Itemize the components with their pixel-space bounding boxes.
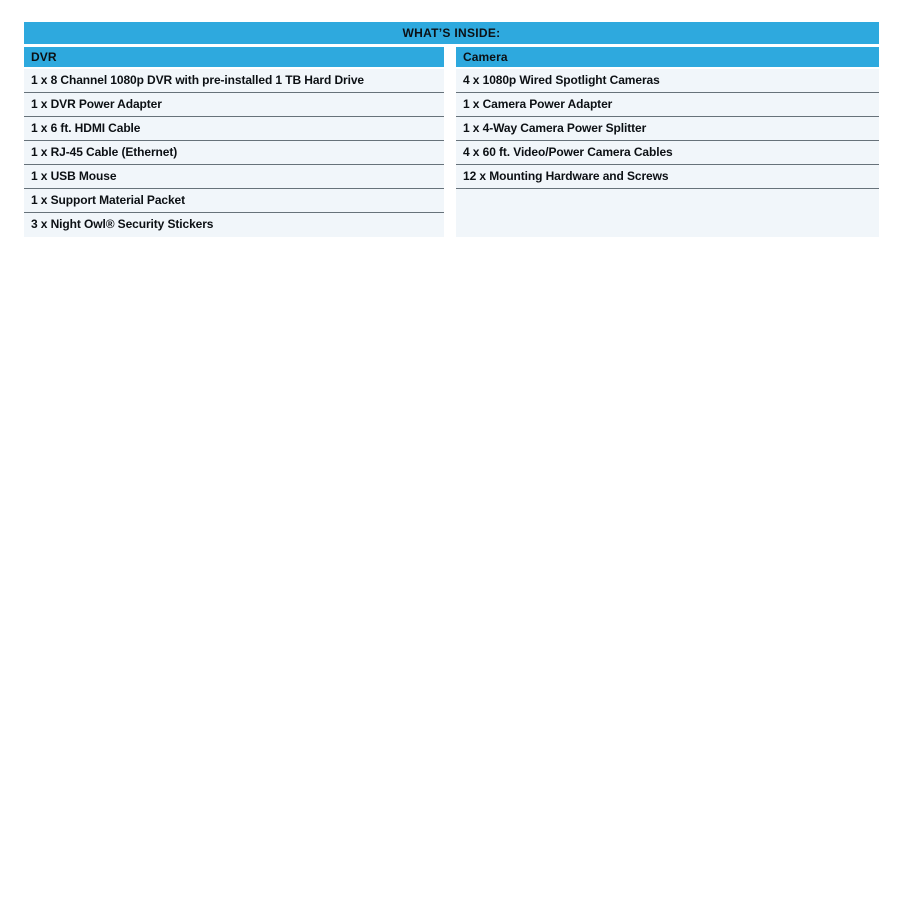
- table-columns: [24, 47, 879, 237]
- empty-cell-filler: [456, 189, 879, 237]
- table-row: 1 x DVR Power Adapter: [24, 93, 444, 117]
- column-header-camera: Camera: [456, 47, 879, 67]
- table-row: 1 x Camera Power Adapter: [456, 93, 879, 117]
- table-title: WHAT’S INSIDE:: [24, 22, 879, 44]
- column-camera: [456, 47, 879, 237]
- column-header-dvr: DVR: [24, 47, 444, 67]
- whats-inside-table: [24, 22, 879, 237]
- table-row: 3 x Night Owl® Security Stickers: [24, 213, 444, 237]
- column-dvr: [24, 47, 444, 237]
- camera-row-list: [456, 69, 879, 237]
- table-row: 4 x 1080p Wired Spotlight Cameras: [456, 69, 879, 93]
- table-row: 1 x Support Material Packet: [24, 189, 444, 213]
- table-row: 1 x RJ-45 Cable (Ethernet): [24, 141, 444, 165]
- table-row: 1 x 4-Way Camera Power Splitter: [456, 117, 879, 141]
- table-row: 4 x 60 ft. Video/Power Camera Cables: [456, 141, 879, 165]
- table-row: 1 x 8 Channel 1080p DVR with pre-installed 1 TB Hard Drive: [24, 69, 444, 93]
- table-row: 1 x 6 ft. HDMI Cable: [24, 117, 444, 141]
- dvr-row-list: [24, 69, 444, 237]
- table-row: 12 x Mounting Hardware and Screws: [456, 165, 879, 189]
- table-row: 1 x USB Mouse: [24, 165, 444, 189]
